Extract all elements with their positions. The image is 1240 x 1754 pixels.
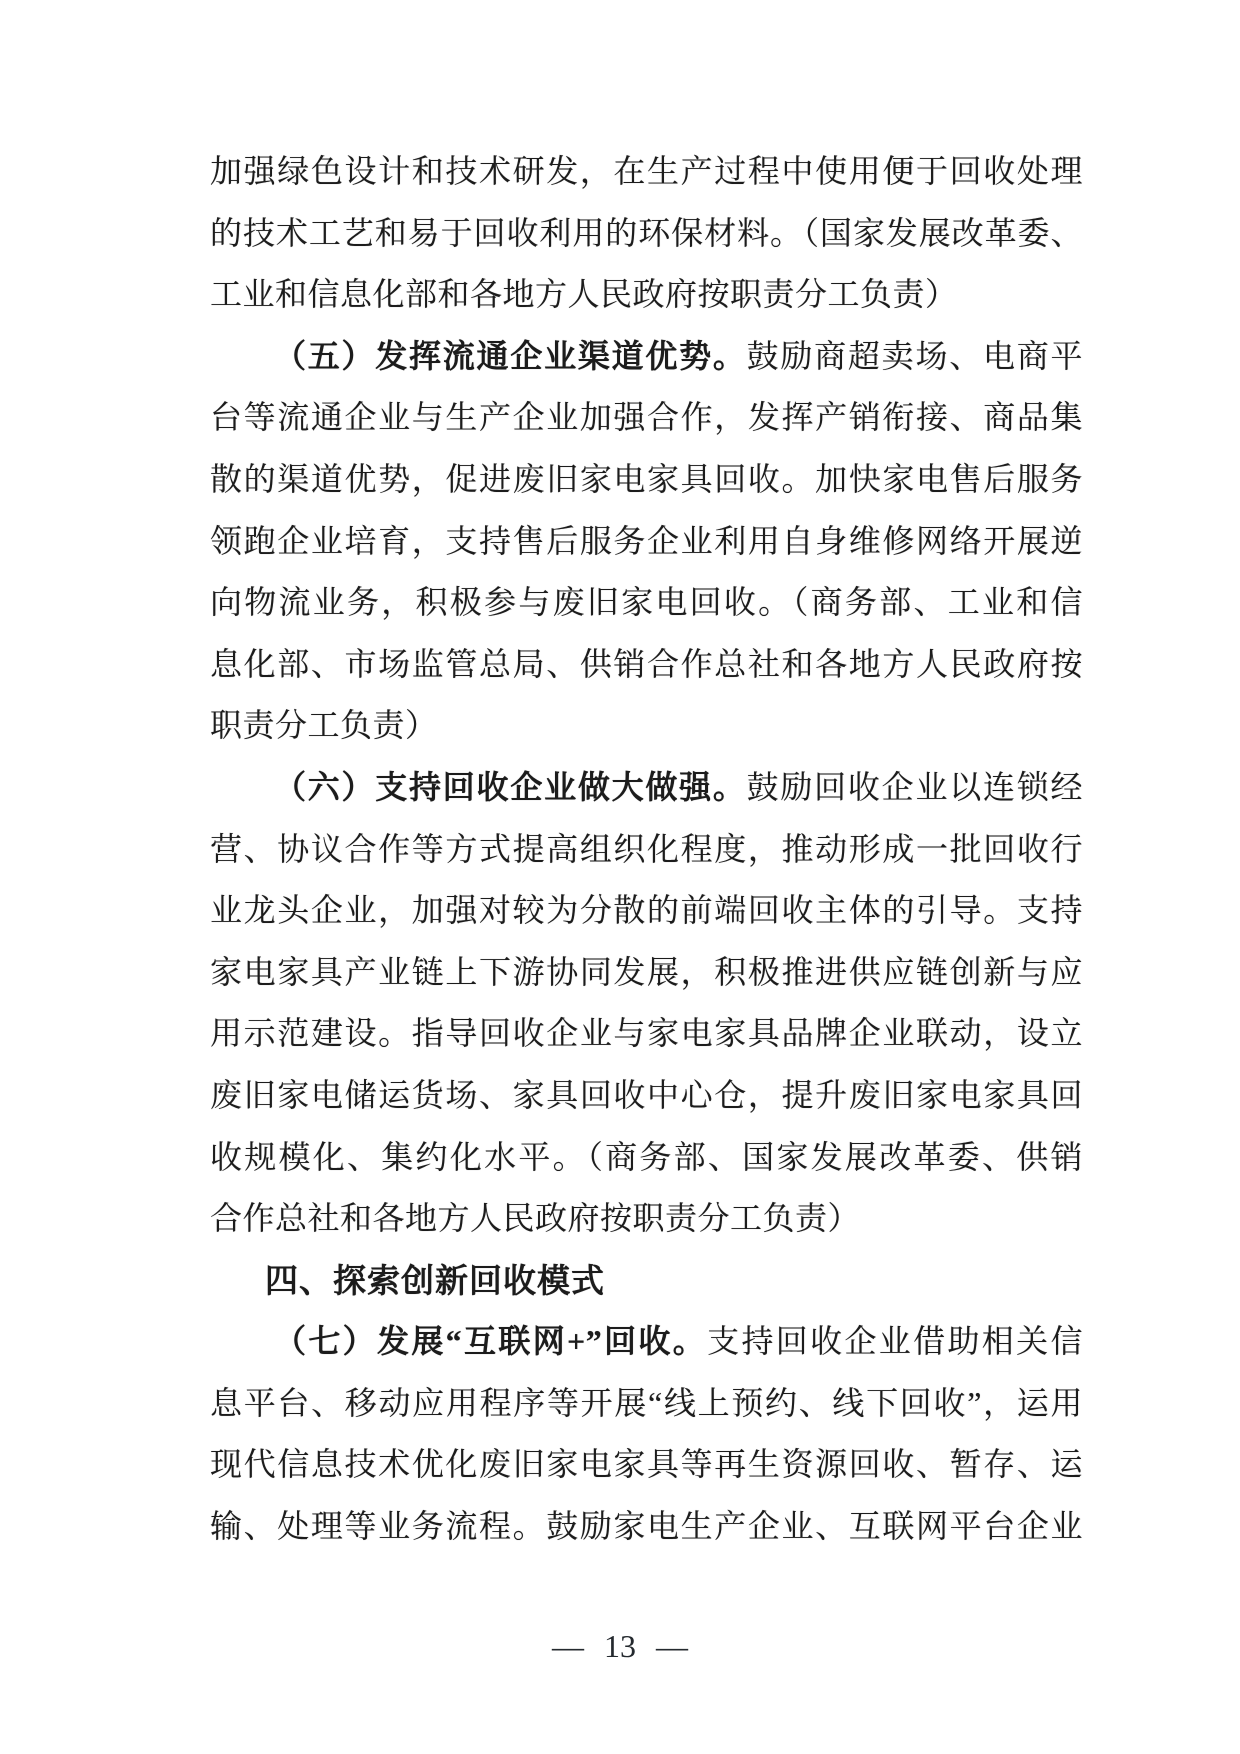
paragraph-lead-line: （六）支持回收企业做大做强。鼓励回收企业以连锁经 [274, 768, 1083, 805]
section-heading: 四、探索创新回收模式 [265, 1261, 605, 1299]
text-line: 收规模化、集约化水平。（商务部、国家发展改革委、供销 [210, 1138, 1083, 1175]
text-line: 合作总社和各地方人民政府按职责分工负责） [210, 1200, 861, 1237]
text-line: 输、处理等业务流程。鼓励家电生产企业、互联网平台企业 [210, 1508, 1083, 1545]
text-line: 职责分工负责） [210, 707, 438, 744]
text-line: 现代信息技术优化废旧家电家具等再生资源回收、暂存、运 [210, 1446, 1083, 1483]
text-line: 台等流通企业与生产企业加强合作，发挥产销衔接、商品集 [210, 399, 1083, 436]
paragraph-lead-line: （七）发展“互联网+”回收。支持回收企业借助相关信 [274, 1323, 1083, 1360]
text-line: 家电家具产业链上下游协同发展，积极推进供应链创新与应 [210, 953, 1083, 990]
text-line: 领跑企业培育，支持售后服务企业利用自身维修网络开展逆 [210, 522, 1083, 559]
paragraph-lead-line: （五）发挥流通企业渠道优势。鼓励商超卖场、电商平 [274, 337, 1083, 374]
text-line: 息平台、移动应用程序等开展“线上预约、线下回收”，运用 [210, 1384, 1083, 1421]
text-line: 营、协议合作等方式提高组织化程度，推动形成一批回收行 [210, 830, 1083, 867]
text-line: 工业和信息化部和各地方人民政府按职责分工负责） [210, 276, 958, 313]
text-line: 的技术工艺和易于回收利用的环保材料。（国家发展改革委、 [210, 214, 1083, 251]
page-number: — 13 — [552, 1628, 688, 1664]
text-line: 业龙头企业，加强对较为分散的前端回收主体的引导。支持 [210, 892, 1083, 929]
text-block [210, 141, 1083, 1558]
text-line: 废旧家电储运货场、家具回收中心仓，提升废旧家电家具回 [210, 1076, 1083, 1113]
text-line: 加强绿色设计和技术研发，在生产过程中使用便于回收处理 [210, 153, 1083, 189]
paragraph-title-bold: （七）发展“互联网+”回收。 [274, 1323, 708, 1360]
text-line: 散的渠道优势，促进废旧家电家具回收。加快家电售后服务 [210, 460, 1083, 497]
text-line: 息化部、市场监管总局、供销合作总社和各地方人民政府按 [210, 645, 1083, 682]
text-line: 向物流业务，积极参与废旧家电回收。（商务部、工业和信 [210, 584, 1083, 621]
paragraph-title-bold: （五）发挥流通企业渠道优势。 [274, 337, 747, 374]
paragraph-title-bold: （六）支持回收企业做大做强。 [274, 768, 747, 805]
text-line: 用示范建设。指导回收企业与家电家具品牌企业联动，设立 [210, 1015, 1083, 1052]
